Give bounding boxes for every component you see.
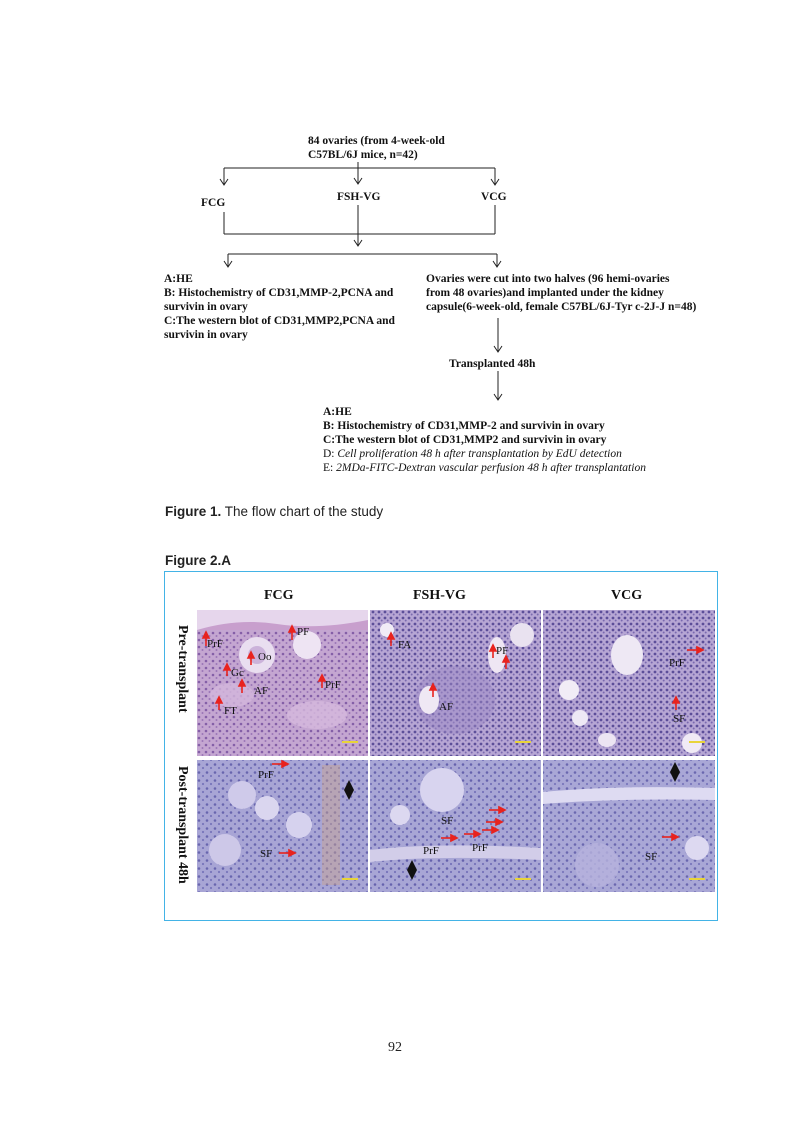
flow-bottom-line3: C:The western blot of CD31,MMP2 and survivin in ovary (323, 434, 607, 446)
annot-pre-fsh-2: AF (439, 701, 454, 713)
annot-pre-fcg-3: Gc (231, 667, 244, 679)
annot-post-fsh-2: PrF (472, 842, 488, 854)
figure1-text: The flow chart of the study (221, 504, 384, 519)
annot-post-fcg-0: PrF (258, 769, 274, 781)
page-number: 92 (388, 1040, 402, 1055)
annot-pre-fsh-0: FA (398, 639, 412, 651)
flow-left-line1: A:HE (164, 273, 193, 285)
flow-bottom-line4: D: Cell proliferation 48 h after transplantation by EdU detection (323, 448, 622, 460)
col-header-fshvg: FSH-VG (413, 588, 466, 603)
col-header-vcg: VCG (611, 588, 643, 603)
panel-post-fcg (197, 760, 368, 892)
panel-pre-fcg (197, 610, 368, 756)
annot-pre-fcg-2: Oo (258, 651, 272, 663)
annot-post-fsh-1: PrF (423, 845, 439, 857)
panel-post-fshvg (370, 760, 541, 892)
flow-group-vcg: VCG (481, 191, 507, 203)
col-header-fcg: FCG (264, 588, 294, 603)
panel-pre-vcg (543, 610, 715, 756)
flow-left-line5: survivin in ovary (164, 329, 248, 341)
flow-right-line3: capsule(6-week-old, female C57BL/6J-Tyr c-2J-J n=48) (426, 301, 697, 313)
flow-bottom-line1: A:HE (323, 406, 352, 418)
flow-transplanted: Transplanted 48h (449, 358, 536, 370)
flow-group-fcg: FCG (201, 197, 226, 209)
flow-left-line4: C:The western blot of CD31,MMP2,PCNA and (164, 315, 395, 327)
annot-pre-vcg-0: PrF (669, 657, 685, 669)
figure1-caption (165, 504, 383, 519)
flow-right-line1: Ovaries were cut into two halves (96 hemi-ovaries (426, 273, 670, 285)
annot-pre-vcg-1: SF (673, 713, 686, 725)
flow-top-line1: 84 ovaries (from 4-week-old (308, 135, 445, 147)
figure2-label: Figure 2.A (165, 553, 232, 568)
flow-left-line2: B: Histochemistry of CD31,MMP-2,PCNA and (164, 287, 394, 299)
annot-pre-fcg-4: AF (254, 685, 269, 697)
flow-left-line3: survivin in ovary (164, 301, 248, 313)
panel-post-vcg (543, 760, 715, 892)
flow-right-line2: from 48 ovaries)and implanted under the kidney (426, 287, 664, 299)
flow-connectors (0, 0, 793, 500)
flow-bottom-line5: E: 2MDa-FITC-Dextran vascular perfusion 48 h after transplantation (323, 462, 646, 474)
flow-bottom-line2: B: Histochemistry of CD31,MMP-2 and survivin in ovary (323, 420, 605, 432)
annot-post-vcg-0: SF (645, 851, 658, 863)
row-label-posttransplant: Post-transplant 48h (175, 766, 190, 884)
annot-post-fsh-0: SF (441, 815, 454, 827)
micrograph-grid (197, 610, 715, 892)
row-label-pretransplant: Pre-transplant (175, 625, 190, 713)
annot-pre-fcg-5: PrF (325, 679, 341, 691)
annot-pre-fcg-6: FT (224, 705, 237, 717)
flow-group-fshvg: FSH-VG (337, 191, 381, 203)
flow-top-line2: C57BL/6J mice, n=42) (308, 149, 418, 161)
annot-pre-fcg-0: PrF (207, 638, 223, 650)
panel-pre-fshvg (370, 610, 541, 756)
annot-post-fcg-1: SF (260, 848, 273, 860)
figure1-label: Figure 1. (165, 504, 222, 519)
annot-pre-fsh-1: PF (496, 645, 509, 657)
annot-pre-fcg-1: PF (297, 626, 310, 638)
